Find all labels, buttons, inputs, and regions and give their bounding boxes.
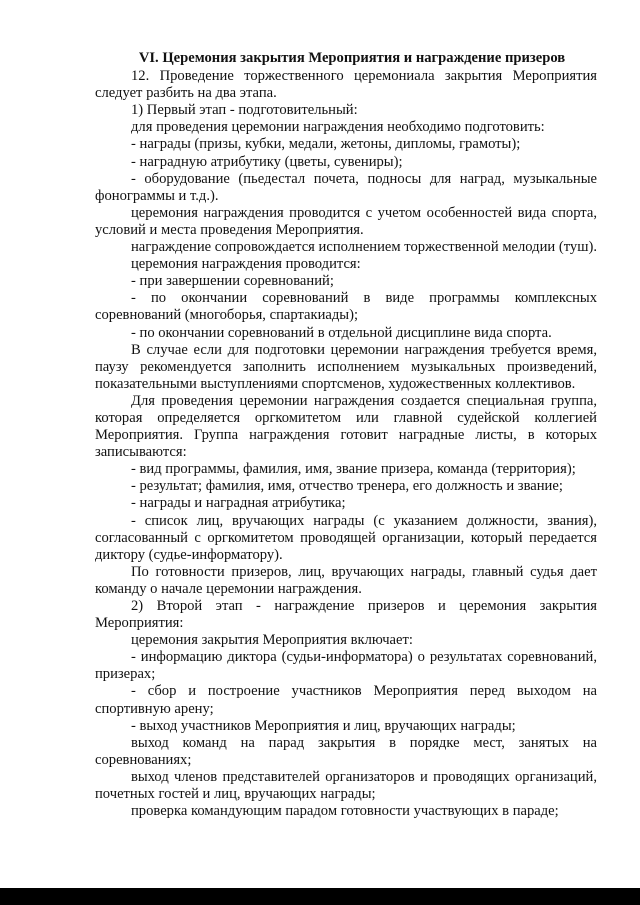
paragraph: - оборудование (пьедестал почета, подносы для наград, музыкальные фонограммы и т.д.). xyxy=(95,170,597,204)
paragraph: В случае если для подготовки церемонии награждения требуется время, паузу рекомендуется заполнить исполнением музыкальных произведений, показательными выступлениями спортсменов, художественных коллективов. xyxy=(95,341,597,392)
paragraph: 1) Первый этап - подготовительный: xyxy=(131,102,358,119)
paragraph: проверка командующим парадом готовности участвующих в параде; xyxy=(131,803,559,820)
paragraph: - по окончании соревнований в отдельной дисциплине вида спорта. xyxy=(131,324,552,341)
paragraph: - наградную атрибутику (цветы, сувениры); xyxy=(131,153,403,170)
bottom-bar xyxy=(0,888,640,905)
paragraph: - информацию диктора (судьи-информатора) о результатах соревнований, призерах; xyxy=(95,649,597,683)
section-title: VI. Церемония закрытия Мероприятия и награждение призеров xyxy=(138,50,566,66)
paragraph: - сбор и построение участников Мероприятия перед выходом на спортивную арену; xyxy=(95,683,597,717)
paragraph: 2) Второй этап - награждение призеров и церемония закрытия Мероприятия: xyxy=(95,598,597,632)
paragraph: выход членов представителей организаторов и проводящих организаций, почетных гостей и лиц, вручающих награды; xyxy=(95,768,597,803)
paragraph: для проведения церемонии награждения необходимо подготовить: xyxy=(131,119,545,136)
paragraph: - результат; фамилия, имя, отчество тренера, его должность и звание; xyxy=(131,478,563,495)
paragraph: награждение сопровождается исполнением торжественной мелодии (туш). xyxy=(131,239,597,256)
paragraph: выход команд на парад закрытия в порядке мест, занятых на соревнованиях; xyxy=(95,734,597,768)
paragraph: Для проведения церемонии награждения создается специальная группа, которая определяется оргкомитетом или главной судейской коллегией Мероприятия. Группа награждения готовит наградные листы, в которых записываются: xyxy=(95,392,597,461)
paragraph: По готовности призеров, лиц, вручающих награды, главный судья дает команду о начале церемонии награждения. xyxy=(95,563,597,597)
paragraph: - список лиц, вручающих награды (с указанием должности, звания), согласованный с оргкомитетом проводящей организации, который передается диктору (судье-информатору). xyxy=(95,512,597,563)
paragraph: - по окончании соревнований в виде программы комплексных соревнований (многоборья, спартакиады); xyxy=(95,290,597,324)
paragraph: - награды (призы, кубки, медали, жетоны, дипломы, грамоты); xyxy=(131,136,521,153)
paragraph: 12. Проведение торжественного церемониала закрытия Мероприятия следует разбить на два этапа. xyxy=(95,68,597,102)
paragraph: - награды и наградная атрибутика; xyxy=(131,495,346,512)
paragraph: церемония награждения проводится с учетом особенностей вида спорта, условий и места проведения Мероприятия. xyxy=(95,204,597,238)
paragraph: - вид программы, фамилия, имя, звание призера, команда (территория); xyxy=(131,461,576,478)
paragraph: - выход участников Мероприятия и лиц, вручающих награды; xyxy=(131,717,516,734)
document-page xyxy=(95,50,597,820)
document-body xyxy=(95,68,597,820)
paragraph: церемония закрытия Мероприятия включает: xyxy=(131,632,413,649)
paragraph: - при завершении соревнований; xyxy=(131,273,334,290)
paragraph: церемония награждения проводится: xyxy=(131,256,361,273)
